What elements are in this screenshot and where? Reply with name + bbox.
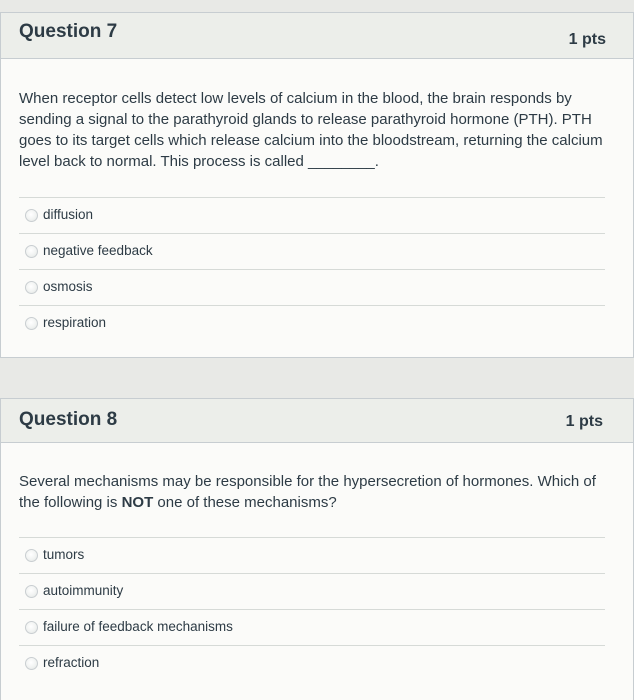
question-8-points: 1 pts (565, 413, 603, 430)
radio-button[interactable] (25, 621, 38, 634)
answer-label[interactable]: respiration (43, 315, 107, 330)
radio-button[interactable] (25, 245, 38, 258)
answer-label[interactable]: autoimmunity (43, 583, 124, 598)
question-7-text: When receptor cells detect low levels of calcium in the blood, the brain responds by sending a signal to the parathyroid glands to release parathyroid hormone (PTH). PTH goes to its target cells which release calcium into the bloodstream, returning the calcium level back to normal. This process is called ________. (19, 90, 603, 170)
question-8-text-after: one of these mechanisms? (153, 494, 337, 511)
question-8-text-emphasis: NOT (121, 494, 154, 511)
radio-button[interactable] (25, 317, 38, 330)
answer-label[interactable]: refraction (43, 655, 100, 670)
answer-label[interactable]: negative feedback (43, 243, 153, 258)
answer-option-respiration[interactable] (19, 305, 605, 341)
answer-option-diffusion[interactable] (19, 197, 605, 233)
radio-button[interactable] (25, 657, 38, 670)
question-8-title: Question 8 (19, 409, 118, 430)
answer-label[interactable]: tumors (43, 547, 85, 562)
question-7-card (0, 12, 634, 358)
question-8-answers (1, 537, 633, 681)
answer-option-negative-feedback[interactable] (19, 233, 605, 269)
radio-button[interactable] (25, 549, 38, 562)
answer-option-autoimmunity[interactable] (19, 573, 605, 609)
answer-label[interactable]: failure of feedback mechanisms (43, 619, 233, 634)
question-8-header (1, 399, 633, 443)
question-8-text (19, 471, 599, 513)
question-7-answers (1, 197, 633, 341)
radio-button[interactable] (25, 585, 38, 598)
answer-option-tumors[interactable] (19, 537, 605, 573)
question-7-title: Question 7 (19, 21, 118, 42)
answer-label[interactable]: diffusion (43, 207, 94, 222)
question-8-card (0, 398, 634, 700)
answer-option-osmosis[interactable] (19, 269, 605, 305)
question-7-points: 1 pts (568, 31, 606, 48)
radio-button[interactable] (25, 209, 38, 222)
question-8-text-before: Several mechanisms may be responsible for the hypersecretion of hormones. Which of the following is (19, 473, 596, 511)
answer-option-refraction[interactable] (19, 645, 605, 681)
question-7-header (1, 13, 633, 59)
answer-option-failure-of-feedback[interactable] (19, 609, 605, 645)
radio-button[interactable] (25, 281, 38, 294)
answer-label[interactable]: osmosis (43, 279, 93, 294)
